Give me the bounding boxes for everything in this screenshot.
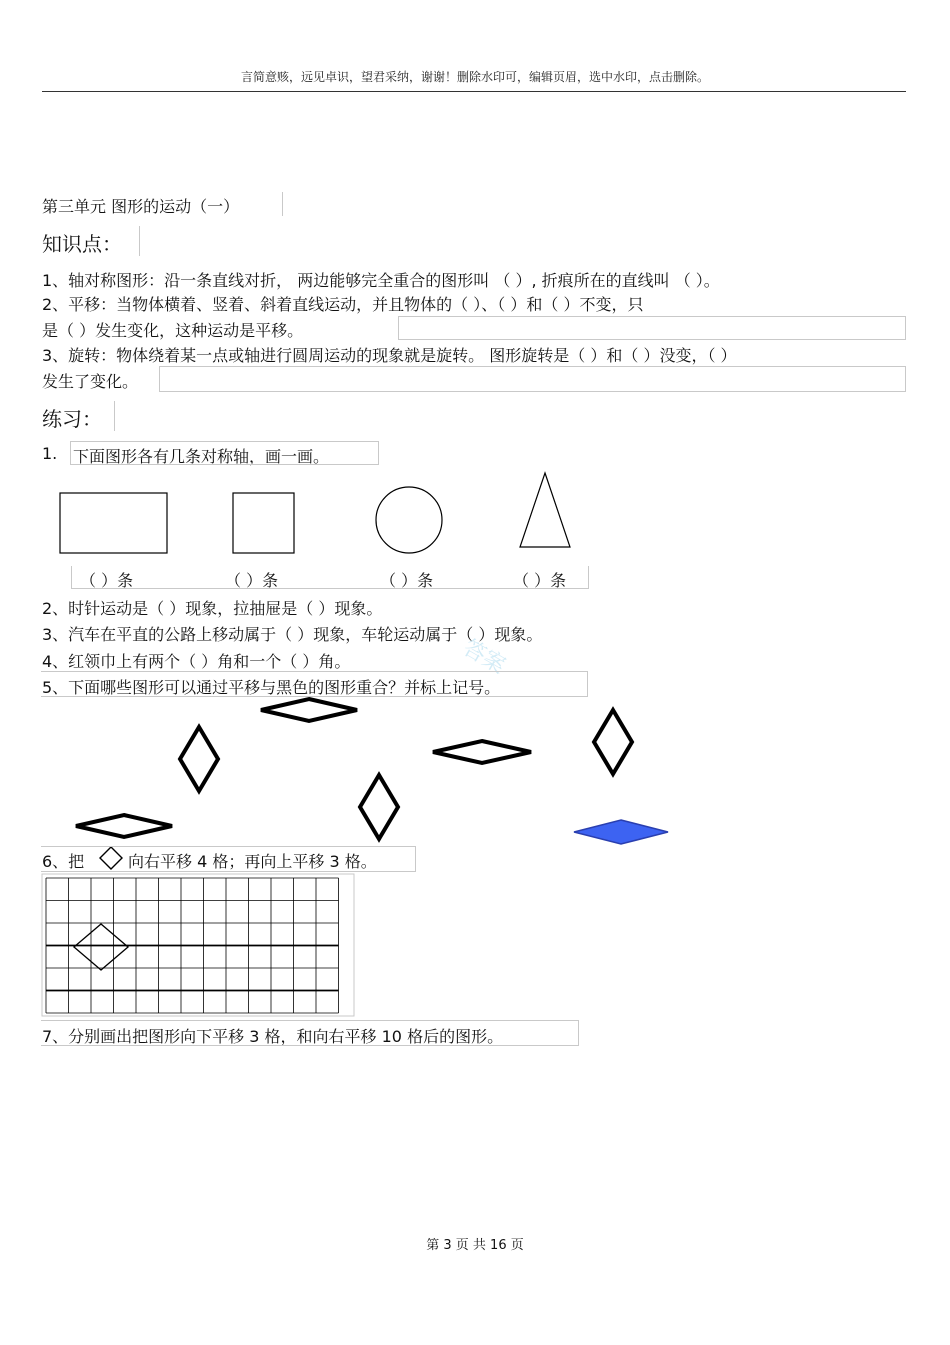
- q3-text: 3、汽车在平直的公路上移动属于（ ）现象，车轮运动属于（ ）现象。: [42, 625, 543, 644]
- q1-text: 下面图形各有几条对称轴，画一画。: [73, 447, 330, 466]
- tall-rhombus-center: [360, 775, 398, 839]
- knowledge-item-2-line-2: 是（ ）发生变化，这种运动是平移。: [42, 321, 304, 340]
- q1-answer-circle: （ ）条: [380, 571, 434, 590]
- q6-text-before: 6、把: [42, 852, 85, 871]
- unit-title: 第三单元 图形的运动（一）: [42, 197, 240, 216]
- practice-heading: 练习：: [42, 407, 102, 431]
- watermark-icon: 答案: [458, 635, 510, 680]
- q1-number: 1.: [42, 444, 58, 463]
- q5-text: 5、下面哪些图形可以通过平移与黑色的图形重合？并标上记号。: [42, 678, 501, 697]
- q6-text-after: 向右平移 4 格；再向上平移 3 格。: [128, 852, 377, 871]
- flat-rhombus-middle: [433, 741, 531, 763]
- blue-reference-rhombus: [574, 820, 668, 844]
- knowledge-heading: 知识点：: [42, 232, 122, 256]
- page-footer: 第 3 页 共 16 页: [426, 1238, 524, 1253]
- knowledge-item-1: 1、轴对称图形：沿一条直线对折， 两边能够完全重合的图形叫 （ ）, 折痕所在的直线叫 （ ）。: [42, 271, 720, 290]
- text-frame: [41, 846, 416, 872]
- flat-rhombus-top: [261, 699, 357, 721]
- q1-answer-triangle: （ ）条: [513, 571, 567, 590]
- header-note: 言简意赅，远见卓识，望君采纳，谢谢！删除水印可，编辑页眉，选中水印，点击删除。: [240, 70, 709, 84]
- q7-text: 7、分别画出把图形向下平移 3 格，和向右平移 10 格后的图形。: [42, 1027, 504, 1046]
- knowledge-item-3-line-1: 3、旋转：物体绕着某一点或轴进行圆周运动的现象就是旋转。 图形旋转是（ ）和（ ）没变，（ ）: [42, 346, 737, 365]
- q6-grid: [40, 870, 360, 1020]
- q1-answer-square: （ ）条: [225, 571, 279, 590]
- q4-text: 4、红领巾上有两个（ ）角和一个（ ）角。: [42, 652, 351, 671]
- knowledge-item-3-line-2: 发生了变化。: [42, 372, 139, 391]
- knowledge-item-2-line-1: 2、平移：当物体横着、竖着、斜着直线运动，并且物体的（ ）、（ ）和（ ）不变，只: [42, 295, 644, 314]
- text-frame: [41, 1020, 579, 1046]
- flat-rhombus-bottom: [76, 815, 172, 837]
- q2-text: 2、时针运动是（ ）现象，拉抽屉是（ ）现象。: [42, 599, 383, 618]
- tall-rhombus-left: [180, 727, 218, 791]
- tall-rhombus-right: [594, 710, 632, 774]
- q1-answer-rectangle: （ ）条: [80, 571, 134, 590]
